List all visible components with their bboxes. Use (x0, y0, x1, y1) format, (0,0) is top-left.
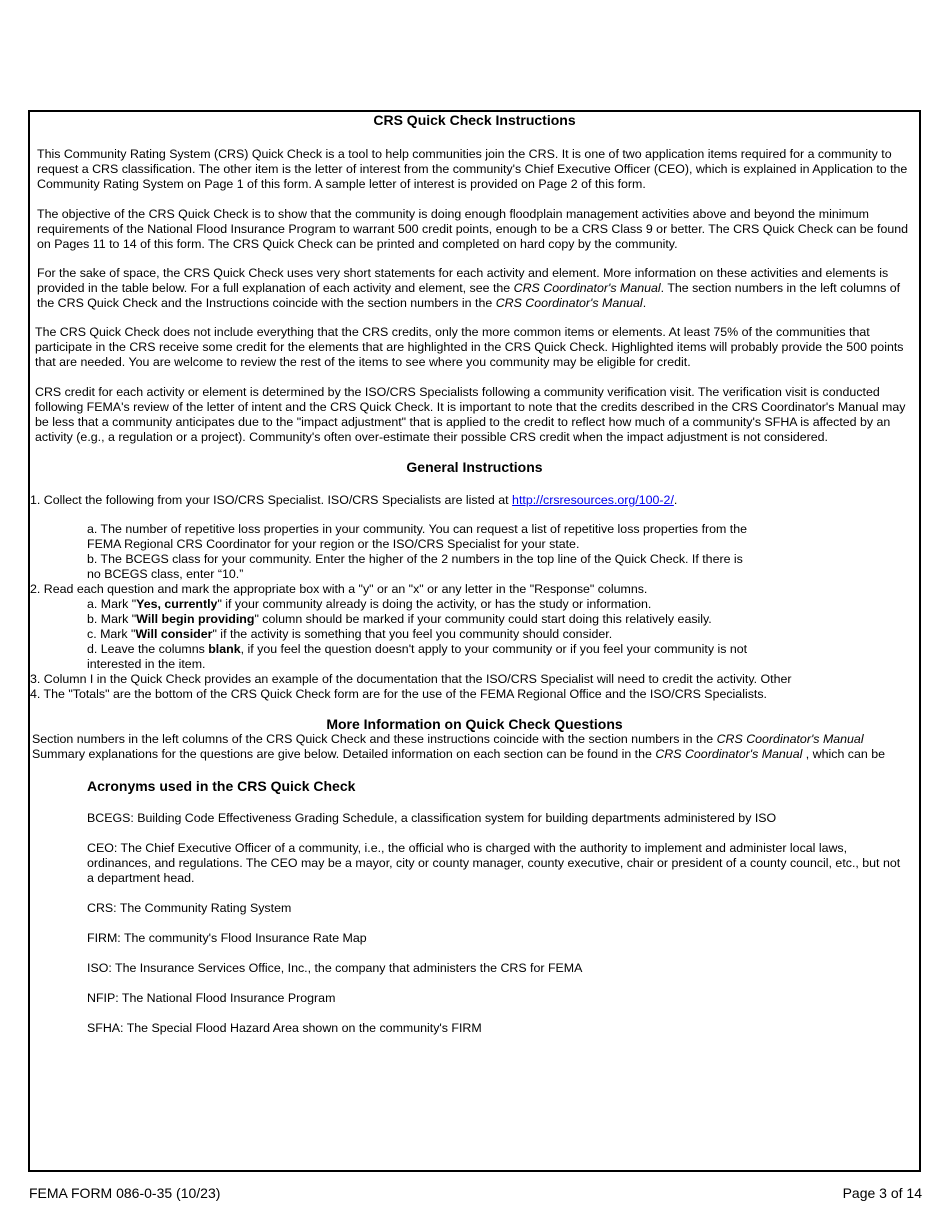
text-span: . (673, 493, 678, 507)
text-span: " if the activity is something that you feel you community should consider. (212, 627, 613, 641)
text-span: 1. Collect the following from your ISO/CRS Specialist. ISO/CRS Specialists are listed at (30, 493, 513, 507)
text-line: b. The BCEGS class for your community. Enter the higher of the 2 numbers in the top line of the Quick Check. If there is (87, 552, 743, 566)
acronym-crs: CRS: The Community Rating System (87, 901, 292, 915)
text-line: participate in the CRS receive some credit for the elements that are highlighted in the CRS Quick Check. Highlighted items will probably provide the 500 points (35, 340, 904, 354)
text-line (37, 281, 900, 296)
text-line: The objective of the CRS Quick Check is to show that the community is doing enough floodplain management activities above and beyond the minimum (37, 207, 869, 221)
text-line: For the sake of space, the CRS Quick Check uses very short statements for each activity and element. More information on these activities and elements is (37, 266, 889, 280)
text-span: c. Mark " (87, 627, 136, 641)
intro-paragraph-5 (35, 385, 905, 445)
intro-paragraph-3 (37, 266, 900, 311)
text-span: , if you feel the question doesn't apply to your community or if you feel your community is not (240, 642, 748, 656)
text-line: activity (e.g., a regulation or a project). Community's often over-estimate their possible CRS credit when the impact adjustment is not considered. (35, 430, 828, 444)
general-item-2b (87, 612, 747, 627)
text-line: CEO: The Chief Executive Officer of a community, i.e., the official who is charged with the authority to implement and administer local laws, (87, 841, 848, 855)
text-span: d. Leave the columns (87, 642, 209, 656)
text-line: a. The number of repetitive loss properties in your community. You can request a list of repetitive loss properties from the (87, 522, 748, 536)
acronym-firm: FIRM: The community's Flood Insurance Rate Map (87, 931, 367, 945)
page-title: CRS Quick Check Instructions (373, 112, 576, 128)
text-line: Community Rating System on Page 1 of this form. A sample letter of interest is provided on Page 2 of this form. (37, 177, 646, 191)
intro-paragraph-4 (35, 325, 903, 370)
acronym-sfha: SFHA: The Special Flood Hazard Area shown on the community's FIRM (87, 1021, 482, 1035)
text-line: a department head. (87, 871, 195, 885)
general-item-1a (87, 522, 747, 552)
text-span: " column should be marked if your community could start doing this relatively easily. (254, 612, 712, 626)
more-information-text (32, 732, 885, 762)
text-span: Summary explanations for the questions are give below. Detailed information on each section can be found in the (32, 747, 656, 761)
text-line: requirements of the National Flood Insurance Program to warrant 500 credit points, enough to be a CRS Class 9 or better. The CRS Quick Check can be found (37, 222, 909, 236)
more-information-heading: More Information on Quick Check Questions (326, 716, 623, 732)
text-span: " if your community already is doing the activity, or has the study or information. (217, 597, 652, 611)
text-line (37, 296, 900, 311)
intro-paragraph-2 (37, 207, 908, 252)
manual-title-italic: CRS Coordinator's Manual (495, 296, 643, 310)
bold-term: Yes, currently (136, 597, 218, 611)
text-line: interested in the item. (87, 657, 206, 671)
text-line: no BCEGS class, enter “10.” (87, 567, 244, 581)
text-span: . (642, 296, 647, 310)
general-item-2a (87, 597, 747, 612)
general-item-2: 2. Read each question and mark the appropriate box with a "y" or an "x" or any letter in the "Response" columns. (30, 582, 648, 596)
text-line: This Community Rating System (CRS) Quick Check is a tool to help communities join the CRS. It is one of two application items required for a community to (37, 147, 892, 161)
acronym-bcegs: BCEGS: Building Code Effectiveness Grading Schedule, a classification system for building departments administered by ISO (87, 811, 777, 825)
manual-title-italic: CRS Coordinator's Manual (655, 747, 803, 761)
form-number: FEMA FORM 086-0-35 (10/23) (29, 1185, 221, 1201)
page-number: Page 3 of 14 (842, 1185, 922, 1201)
intro-paragraph-1 (37, 147, 907, 192)
text-span: b. Mark " (87, 612, 137, 626)
general-item-2-subitems (87, 597, 747, 672)
bold-term: Will begin providing (136, 612, 255, 626)
text-line: request a CRS classification. The other item is the letter of interest from the community's Chief Executive Officer (CEO), which is explained in Application to the (37, 162, 908, 176)
text-span: , which can be (802, 747, 886, 761)
general-item-3: 3. Column I in the Quick Check provides an example of the documentation that the ISO/CRS Specialist will need to credit the activity. Other (30, 672, 792, 686)
text-line: be less that a community anticipates due to the "impact adjustment" that is applied to the credit to reflect how much of a community's SFHA is affected by an (35, 415, 891, 429)
bold-term: Will consider (135, 627, 213, 641)
text-line: FEMA Regional CRS Coordinator for your region or the ISO/CRS Specialist for your state. (87, 537, 580, 551)
text-line: that are needed. You are welcome to review the rest of the items to see where you community may be eligible for credit. (35, 355, 691, 369)
general-item-1b (87, 552, 743, 582)
manual-title-italic: CRS Coordinator's Manual (513, 281, 661, 295)
general-item-2c (87, 627, 747, 642)
text-line (32, 747, 885, 762)
text-line: The CRS Quick Check does not include everything that the CRS credits, only the more common items or elements. At least 75% of the communities that (35, 325, 870, 339)
general-item-1 (30, 493, 677, 508)
text-span: provided in the table below. For a full explanation of each activity and element, see the (37, 281, 514, 295)
manual-title-italic: CRS Coordinator's Manual (716, 732, 864, 746)
acronyms-heading: Acronyms used in the CRS Quick Check (87, 778, 356, 794)
text-line (32, 732, 885, 747)
text-line: following FEMA's review of the letter of intent and the CRS Quick Check. It is important to note that the credits described in the CRS Coordinator's Manual may (35, 400, 906, 414)
text-line: ordinances, and regulations. The CEO may be a mayor, city or county manager, county executive, chair or president of a county council, etc., but not (87, 856, 901, 870)
text-line: on Pages 11 to 14 of this form. The CRS Quick Check can be printed and completed on hard copy by the community. (37, 237, 678, 251)
text-span: a. Mark " (87, 597, 137, 611)
general-item-4: 4. The "Totals" are the bottom of the CRS Quick Check form are for the use of the FEMA Regional Office and the ISO/CRS Specialists. (30, 687, 767, 701)
iso-crs-specialists-link[interactable]: http://crsresources.org/100-2/ (512, 493, 674, 507)
text-span: . The section numbers in the left columns of (660, 281, 901, 295)
general-instructions-heading: General Instructions (406, 459, 543, 475)
general-item-2d (87, 642, 747, 657)
text-span: the CRS Quick Check and the Instructions coincide with the section numbers in the (37, 296, 496, 310)
acronym-nfip: NFIP: The National Flood Insurance Program (87, 991, 336, 1005)
acronym-ceo (87, 841, 900, 886)
text-line: CRS credit for each activity or element is determined by the ISO/CRS Specialists following a community verification visit. The verification visit is conducted (35, 385, 880, 399)
bold-term: blank (208, 642, 241, 656)
text-span: Section numbers in the left columns of the CRS Quick Check and these instructions coincide with the section numbers in the (32, 732, 717, 746)
instructions-frame (28, 110, 921, 1172)
acronym-iso: ISO: The Insurance Services Office, Inc., the company that administers the CRS for FEMA (87, 961, 583, 975)
